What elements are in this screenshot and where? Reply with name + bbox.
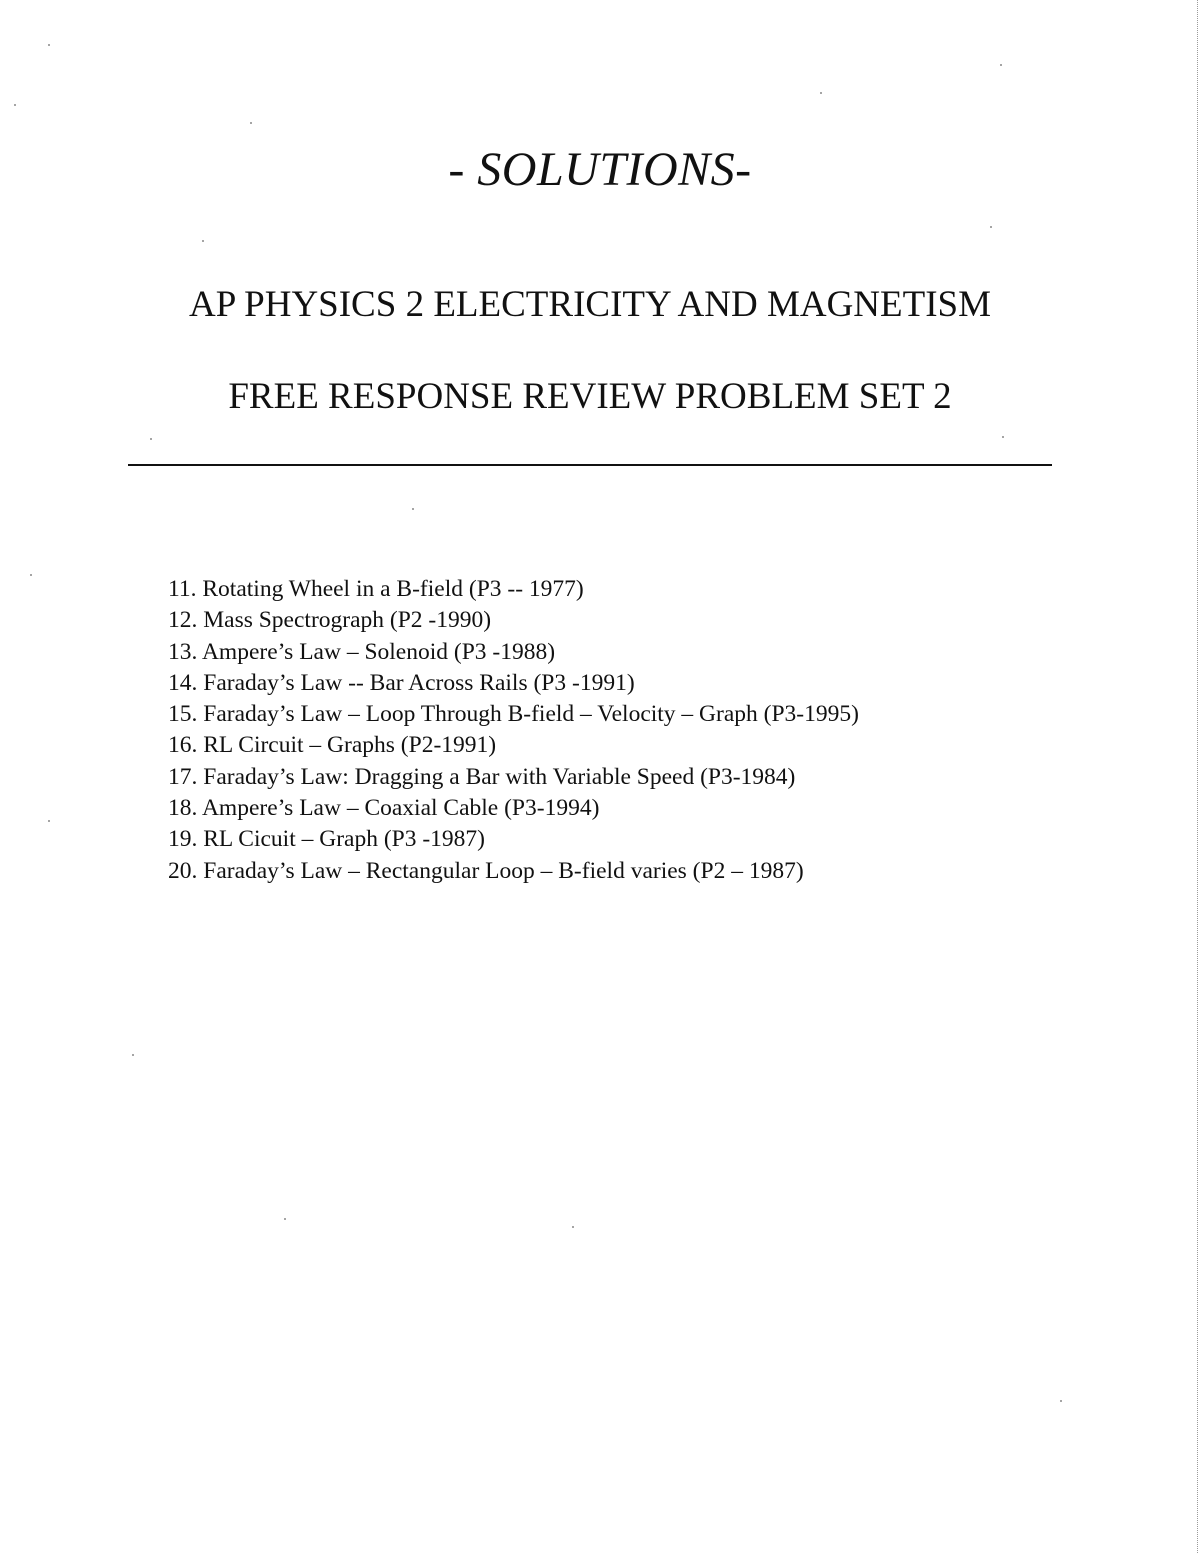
- scan-speck: [48, 44, 50, 46]
- scan-speck: [1000, 64, 1002, 66]
- solutions-title: - SOLUTIONS-: [448, 143, 752, 196]
- scan-speck: [572, 1226, 574, 1228]
- scan-speck: [132, 1054, 134, 1056]
- scan-speck: [1002, 436, 1004, 438]
- scan-speck: [202, 240, 204, 242]
- problem-item-11: 11. Rotating Wheel in a B-field (P3 -- 1977): [168, 576, 584, 602]
- problem-item-18: 18. Ampere’s Law – Coaxial Cable (P3-1994): [168, 795, 600, 822]
- scan-speck: [284, 1218, 286, 1220]
- problem-item-12: 12. Mass Spectrograph (P2 -1990): [168, 607, 492, 634]
- scan-edge-artifact: [1197, 0, 1198, 1553]
- problem-list: [168, 574, 859, 887]
- scan-speck: [820, 92, 822, 94]
- scan-speck: [250, 122, 252, 124]
- problem-item-17: 17. Faraday’s Law: Dragging a Bar with Variable Speed (P3-1984): [168, 763, 796, 790]
- scan-speck: [30, 574, 32, 576]
- scan-speck: [150, 438, 152, 440]
- problem-item-16: 16. RL Circuit – Graphs (P2-1991): [168, 732, 497, 759]
- scan-speck: [412, 508, 414, 510]
- problem-item-13: 13. Ampere’s Law – Solenoid (P3 -1988): [168, 638, 556, 665]
- scan-speck: [1060, 1400, 1062, 1402]
- problem-item-19: 19. RL Cicuit – Graph (P3 -1987): [168, 826, 485, 853]
- problem-item-14: 14. Faraday’s Law -- Bar Across Rails (P3 -1991): [168, 669, 635, 696]
- scan-speck: [14, 104, 16, 106]
- problem-set-heading: FREE RESPONSE REVIEW PROBLEM SET 2: [228, 376, 952, 417]
- problem-item-20: 20. Faraday’s Law – Rectangular Loop – B-field varies (P2 – 1987): [168, 857, 804, 884]
- problem-item-15: 15. Faraday’s Law – Loop Through B-field – Velocity – Graph (P3-1995): [168, 701, 859, 728]
- title-divider: [128, 464, 1052, 466]
- scan-speck: [990, 226, 992, 228]
- scan-speck: [48, 820, 50, 822]
- course-heading: AP PHYSICS 2 ELECTRICITY AND MAGNETISM: [188, 284, 992, 325]
